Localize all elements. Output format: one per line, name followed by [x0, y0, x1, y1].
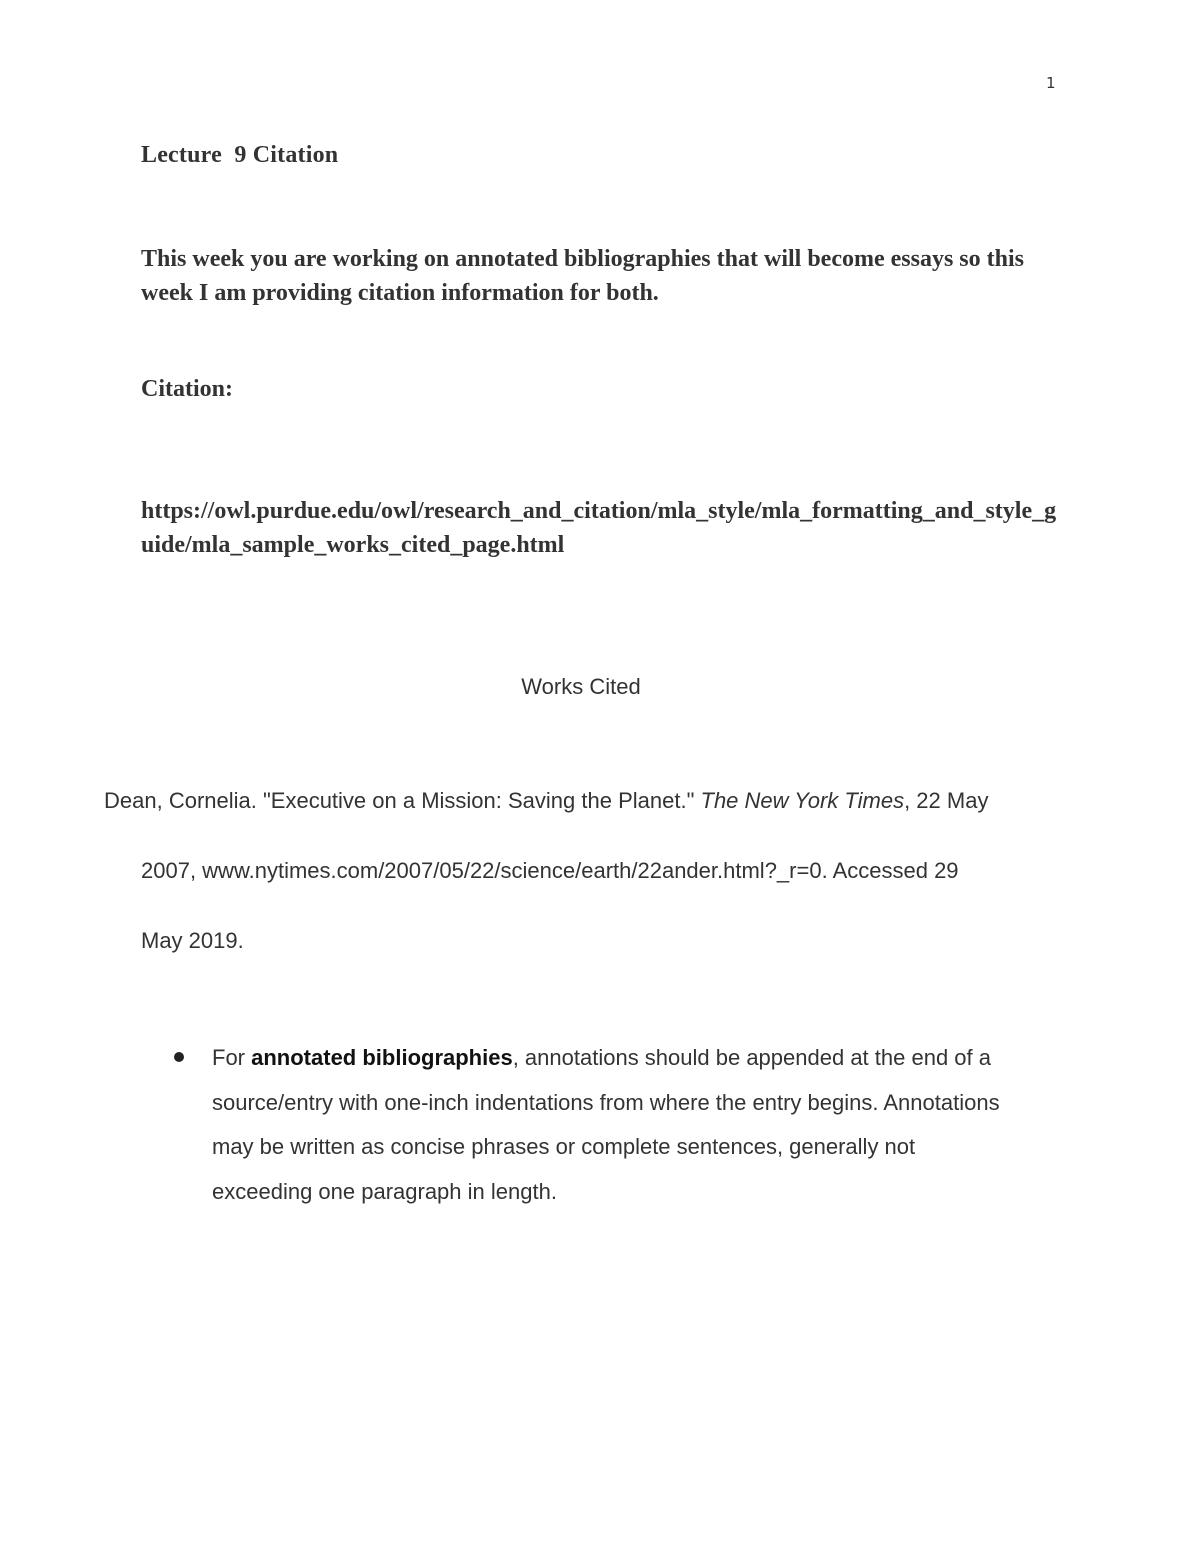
works-cited-entry	[104, 766, 1064, 976]
entry-publication: The New York Times	[700, 788, 905, 813]
bullet-line-4: exceeding one paragraph in length.	[212, 1178, 557, 1204]
citation-heading: Citation:	[141, 376, 233, 402]
page-number: 1	[1046, 74, 1056, 92]
list-item	[0, 1036, 1072, 1214]
entry-author-title: Dean, Cornelia. "Executive on a Mission: Saving the Planet."	[104, 788, 701, 813]
bullet-icon	[174, 1052, 184, 1062]
bullet-line-1-rest: , annotations should be appended at the end of a	[512, 1045, 991, 1070]
citation-url: https://owl.purdue.edu/owl/research_and_citation/mla_style/mla_formatting_and_style_guide/mla_sample_works_cited_page.html	[141, 498, 1057, 558]
entry-line-3: May 2019.	[141, 928, 244, 953]
bullet-list	[0, 1036, 1072, 1214]
page-title: Lecture 9 Citation	[141, 142, 339, 168]
entry-line-2: 2007, www.nytimes.com/2007/05/22/science/earth/22ander.html?_r=0. Accessed 29	[141, 858, 959, 883]
bullet-lead: For	[212, 1045, 252, 1070]
bullet-line-1	[212, 1036, 1072, 1081]
entry-date: , 22 May	[904, 788, 989, 813]
bullet-line-3: may be written as concise phrases or complete sentences, generally not	[212, 1134, 916, 1159]
intro-paragraph: This week you are working on annotated bibliographies that will become essays so this week I am providing citation information for both.	[141, 246, 1024, 306]
bullet-bold-term: annotated bibliographies	[251, 1045, 513, 1070]
entry-line-1	[104, 766, 1064, 836]
works-cited-heading: Works Cited	[521, 674, 641, 699]
bullet-line-2: source/entry with one-inch indentations from where the entry begins. Annotations	[212, 1089, 1000, 1115]
